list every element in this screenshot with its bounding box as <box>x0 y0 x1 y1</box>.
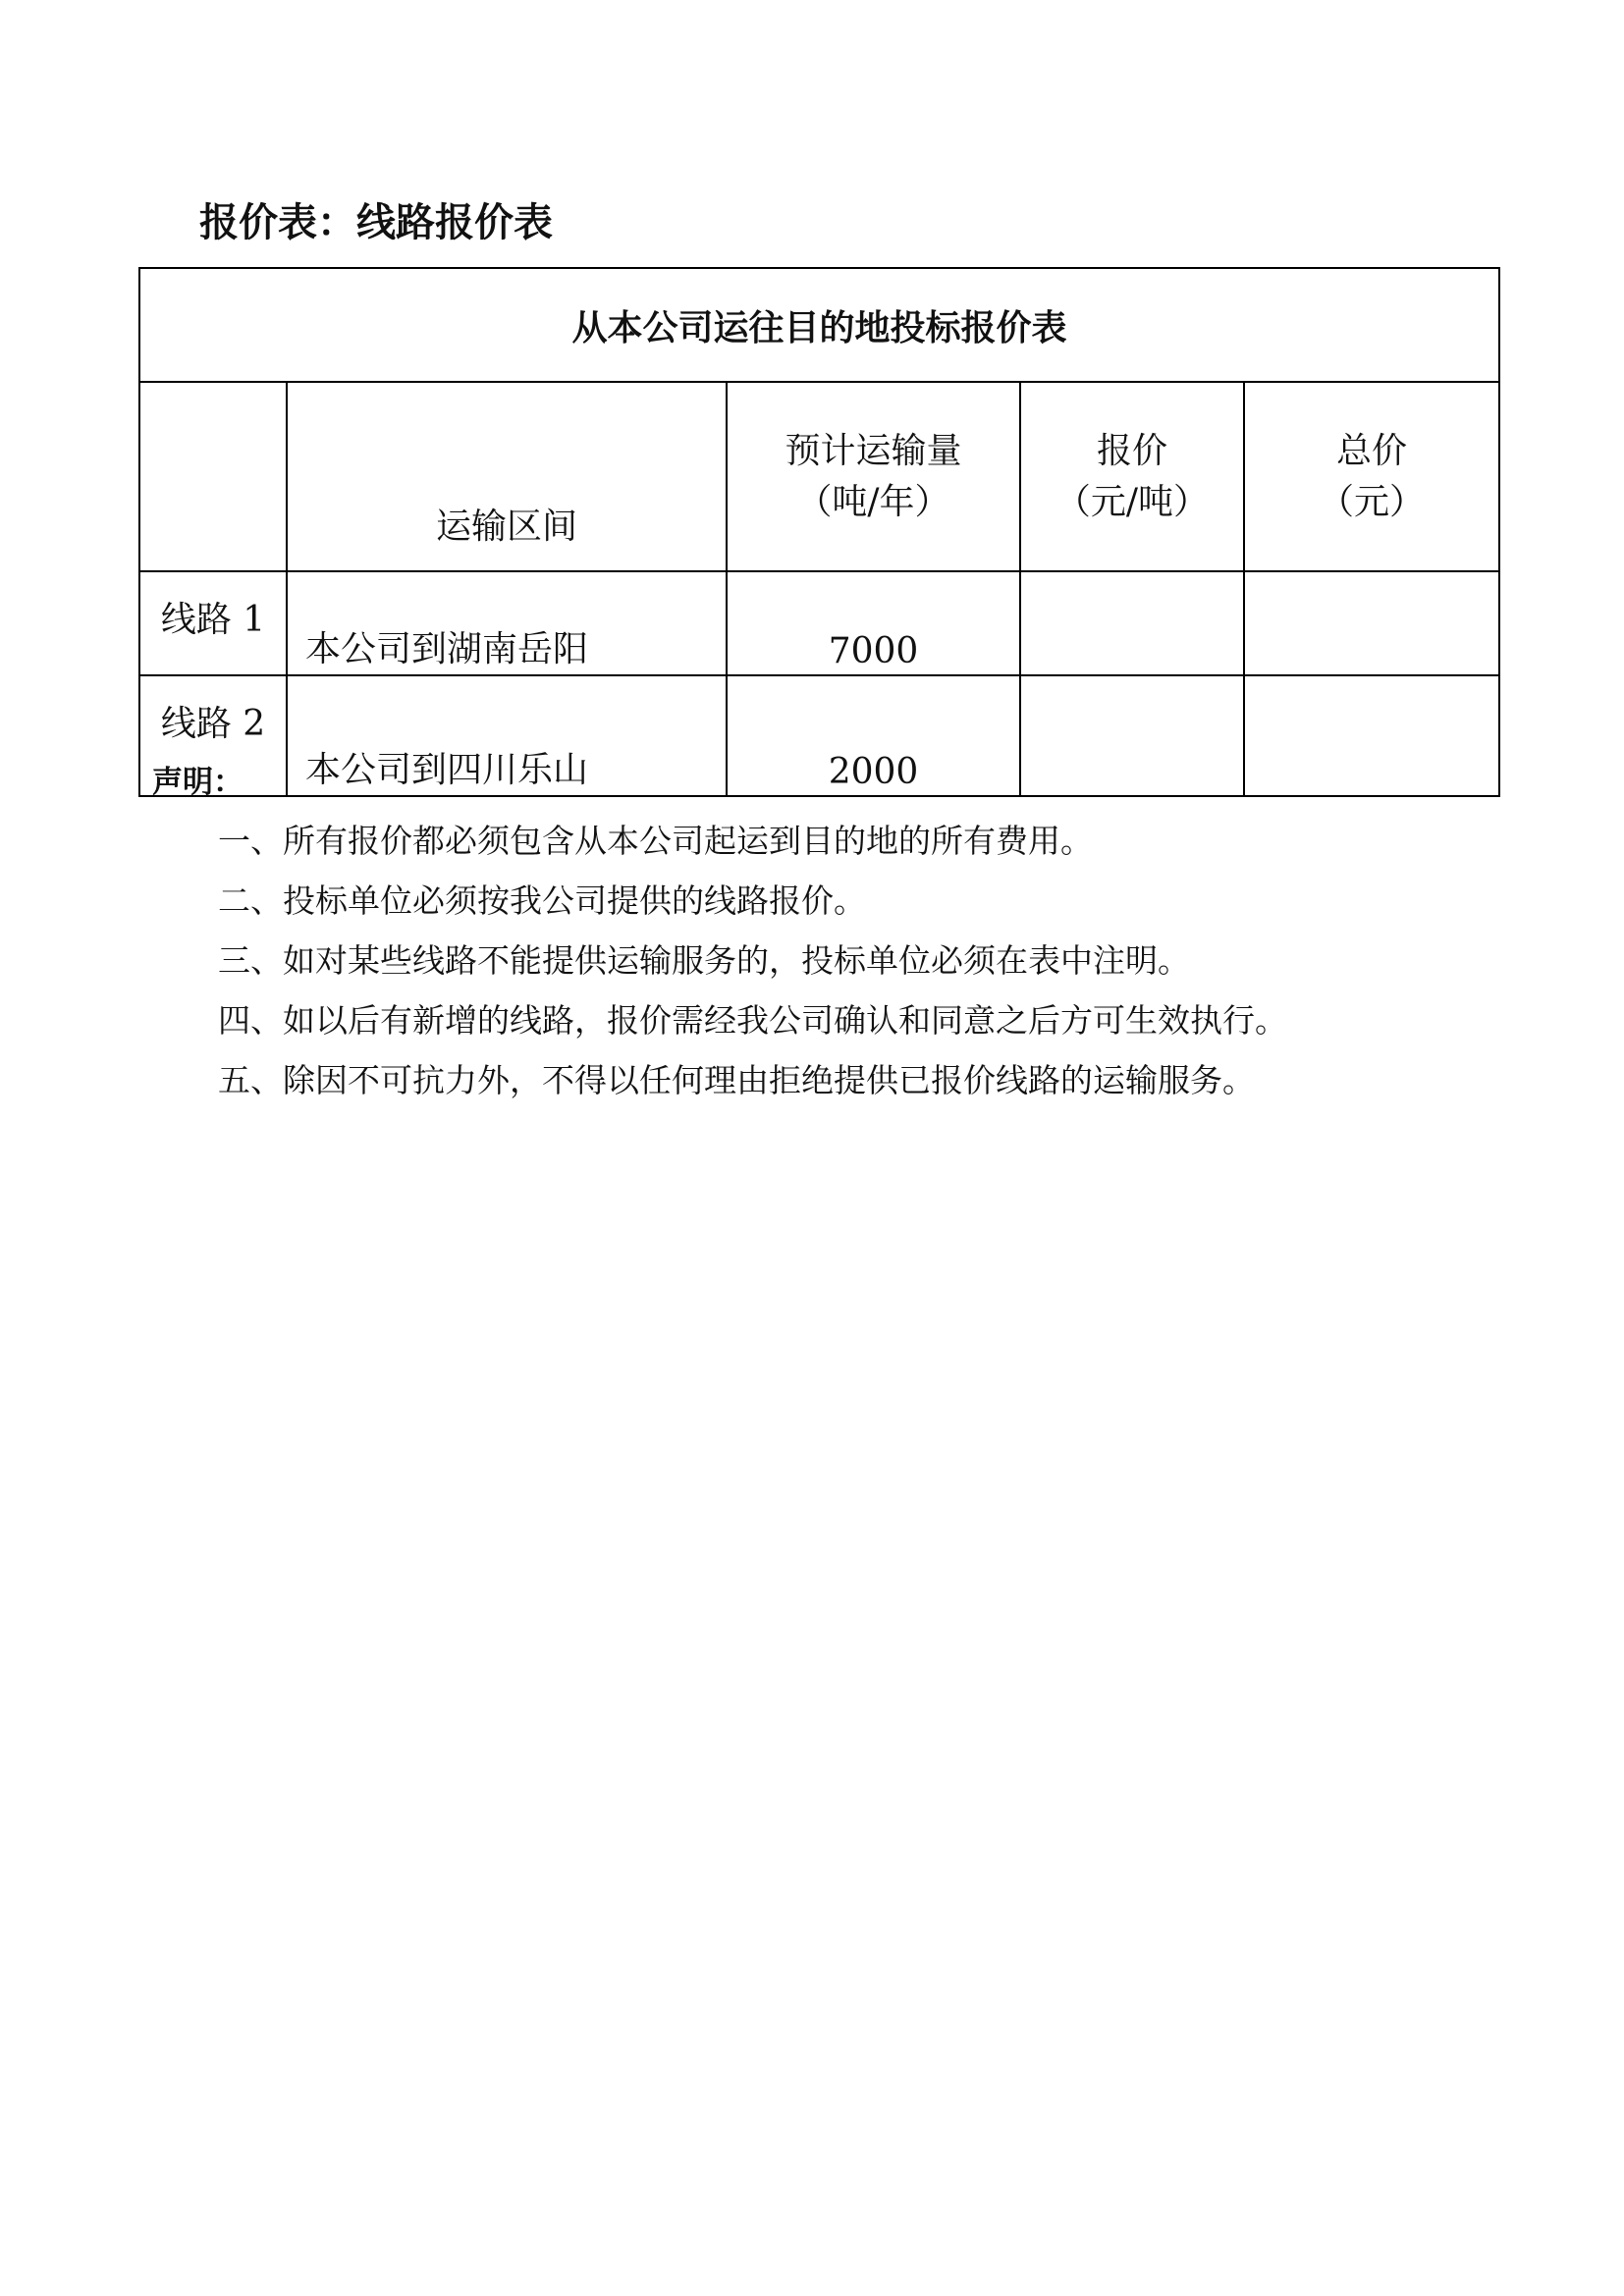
header-total <box>1244 382 1499 571</box>
route-volume-cell: 2000 <box>727 675 1020 796</box>
notes-list <box>218 817 1287 1116</box>
route-volume-cell: 7000 <box>727 571 1020 675</box>
route-total-cell <box>1244 675 1499 796</box>
note-item: 二、投标单位必须按我公司提供的线路报价。 <box>218 881 866 920</box>
route-total-cell <box>1244 571 1499 675</box>
header-total-label: 总价 <box>1335 430 1407 471</box>
header-volume-unit: （吨/年） <box>796 481 950 522</box>
header-price-label: 报价 <box>1096 430 1167 471</box>
header-volume <box>727 382 1020 571</box>
table-header-row <box>139 382 1499 571</box>
note-item: 五、除因不可抗力外，不得以任何理由拒绝提供已报价线路的运输服务。 <box>218 1061 1255 1099</box>
note-item: 一、所有报价都必须包含从本公司起运到目的地的所有费用。 <box>218 822 1093 860</box>
notes-heading: 声明： <box>152 765 244 800</box>
note-item: 四、如以后有新增的线路，报价需经我公司确认和同意之后方可生效执行。 <box>218 1001 1287 1040</box>
route-name-cell: 线路 1 <box>139 571 287 675</box>
table-caption: 从本公司运往目的地投标报价表 <box>139 268 1499 382</box>
note-item: 三、如对某些线路不能提供运输服务的，投标单位必须在表中注明。 <box>218 941 1190 980</box>
header-price-unit: （元/吨） <box>1055 481 1210 522</box>
route-interval-cell: 本公司到四川乐山 <box>287 675 727 796</box>
table-row <box>139 571 1499 675</box>
header-volume-label: 预计运输量 <box>785 430 962 471</box>
table-row <box>139 675 1499 796</box>
header-interval: 运输区间 <box>287 382 727 571</box>
header-price <box>1020 382 1244 571</box>
header-total-unit: （元） <box>1318 481 1425 522</box>
route-name-cell: 线路 2 <box>139 675 287 796</box>
route-price-cell <box>1020 571 1244 675</box>
table-caption-row <box>139 268 1499 382</box>
page-title: 报价表：线路报价表 <box>199 200 553 245</box>
quote-table <box>138 267 1500 797</box>
route-price-cell <box>1020 675 1244 796</box>
route-interval-cell: 本公司到湖南岳阳 <box>287 571 727 675</box>
header-route-no <box>139 382 287 571</box>
